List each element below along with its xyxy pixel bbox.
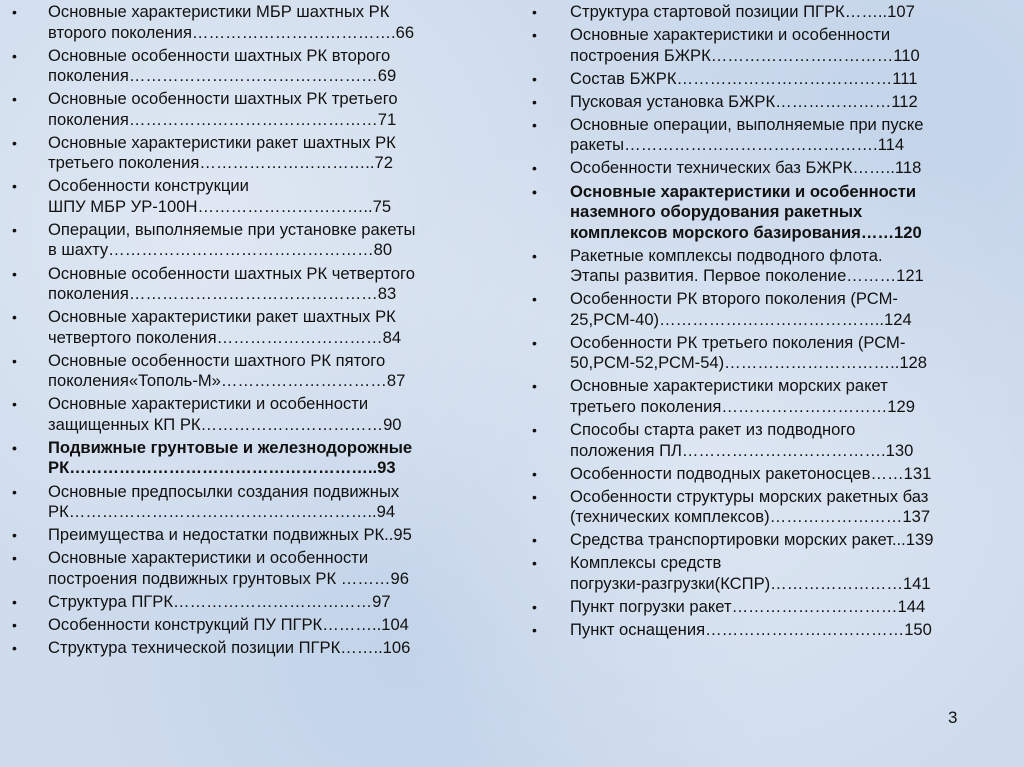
- toc-entry: [532, 289, 1014, 330]
- bullet-icon: •: [12, 91, 17, 108]
- toc-entry: [12, 482, 504, 523]
- toc-entry: [12, 438, 504, 479]
- toc-entry-text: Основные характеристики и особенности защищенных КП РК……………………………90: [48, 394, 402, 434]
- toc-entry: [532, 158, 1014, 179]
- bullet-icon: •: [12, 527, 17, 544]
- toc-entry: [12, 394, 504, 435]
- toc-entry-text: Пункт погрузки ракет…………………………144: [570, 597, 926, 616]
- toc-entry-text: Особенности подводных ракетоносцев……131: [570, 463, 932, 483]
- toc-entry: [532, 25, 1014, 66]
- toc-entry: [12, 133, 504, 174]
- toc-entry-text: Основные особенности шахтного РК пятого поколения«Тополь-М»…………………………87: [48, 350, 406, 391]
- bullet-icon: •: [532, 247, 537, 264]
- bullet-icon: •: [532, 160, 537, 177]
- bullet-icon: •: [12, 134, 17, 151]
- bullet-icon: •: [12, 178, 17, 195]
- toc-entry: [12, 638, 504, 659]
- toc-entry: [12, 525, 504, 546]
- toc-entry: [532, 376, 1014, 417]
- page-number: 3: [948, 708, 958, 727]
- bullet-icon: •: [532, 599, 537, 615]
- toc-entry: [12, 615, 504, 636]
- bullet-icon: •: [532, 27, 537, 44]
- toc-entry-text: Пункт оснащения………………………………150: [570, 620, 932, 640]
- bullet-icon: •: [12, 352, 17, 369]
- toc-entry: [12, 264, 504, 305]
- toc-entry-text: Комплексы средств погрузки-разгрузки(КСПР)……………………141: [570, 553, 931, 593]
- toc-entry-text: Основные характеристики ракет шахтных РК четвертого поколения…………………………84: [48, 307, 402, 347]
- toc-entry-text: Особенности конструкции ШПУ МБР УР-100Н…………………………..75: [48, 176, 392, 216]
- toc-entry-text: Основные особенности шахтных РК второго поколения………………………………………69: [48, 45, 397, 86]
- bullet-icon: •: [532, 4, 537, 20]
- toc-entry: [12, 220, 504, 261]
- toc-entry: [12, 592, 504, 613]
- toc-entry: [532, 115, 1014, 156]
- bullet-icon: •: [12, 593, 17, 610]
- bullet-icon: •: [12, 221, 17, 238]
- toc-entry-text: Особенности технических баз БЖРК……..118: [570, 158, 922, 178]
- toc-entry-text: Преимущества и недостатки подвижных РК..95: [48, 525, 412, 545]
- toc-right-column: [532, 2, 1014, 643]
- toc-entry-text: Структура стартовой позиции ПГРК……..107: [570, 2, 915, 21]
- toc-entry: [12, 46, 504, 87]
- bullet-icon: •: [12, 483, 17, 500]
- bullet-icon: •: [532, 93, 537, 110]
- toc-entry-text: Структура технической позиции ПГРК……..106: [48, 638, 411, 657]
- bullet-icon: •: [532, 378, 537, 395]
- toc-entry-text: Основные особенности шахтных РК третьего поколения………………………………………71: [48, 89, 398, 129]
- toc-entry-text: Особенности РК второго поколения (РСМ- 25,РСМ-40)…………………………………..124: [570, 289, 912, 329]
- toc-entry: [532, 246, 1014, 287]
- bullet-icon: •: [532, 532, 537, 549]
- bullet-icon: •: [12, 309, 17, 326]
- toc-entry-text: Ракетные комплексы подводного флота. Этапы развития. Первое поколение………121: [570, 245, 924, 286]
- toc-entry: [532, 530, 1014, 551]
- toc-entry-text: Основные предпосылки создания подвижных РК………………………………………………..94: [48, 481, 400, 522]
- bullet-icon: •: [12, 439, 17, 456]
- toc-entry: [532, 487, 1014, 528]
- toc-entry: [12, 548, 504, 589]
- toc-entry: [12, 2, 504, 43]
- bullet-icon: •: [12, 396, 17, 413]
- bullet-icon: •: [532, 183, 537, 200]
- toc-entry: [532, 92, 1014, 113]
- toc-entry-text: Подвижные грунтовые и железнодорожные РК………………………………………………..93: [48, 437, 413, 478]
- toc-entry-text: Пусковая установка БЖРК…………………112: [570, 91, 918, 111]
- bullet-icon: •: [532, 70, 537, 87]
- toc-entry: [12, 307, 504, 348]
- toc-entry: [532, 69, 1014, 90]
- bullet-icon: •: [532, 465, 537, 482]
- toc-entry-text: Основные характеристики морских ракет третьего поколения…………………………129: [570, 376, 915, 416]
- bullet-icon: •: [532, 622, 537, 639]
- bullet-icon: •: [532, 334, 537, 351]
- bullet-icon: •: [12, 265, 17, 282]
- bullet-icon: •: [12, 4, 17, 20]
- toc-entry-text: Основные характеристики и особенности построения подвижных грунтовых РК ………96: [48, 548, 409, 588]
- toc-entry-text: Состав БЖРК…………………………………111: [570, 68, 918, 88]
- toc-left-column: [12, 2, 504, 661]
- toc-entry-text: Основные характеристики МБР шахтных РК второго поколения……………………………….66: [48, 2, 415, 42]
- toc-entry: [532, 620, 1014, 641]
- toc-entry-text: Операции, выполняемые при установке ракеты в шахту…………………………………………80: [48, 219, 416, 260]
- toc-entry-text: Особенности структуры морских ракетных баз (технических комплексов)……………………137: [570, 486, 931, 527]
- toc-entry-text: Основные операции, выполняемые при пуске ракеты……………………………………….114: [570, 114, 924, 155]
- toc-entry: [532, 182, 1014, 244]
- toc-entry: [532, 553, 1014, 594]
- toc-entry-text: Способы старта ракет из подводного положения ПЛ……………………………….130: [570, 420, 914, 460]
- toc-entry: [12, 351, 504, 392]
- bullet-icon: •: [12, 47, 17, 64]
- toc-entry-text: Структура ПГРК………………………………97: [48, 591, 391, 611]
- toc-entry: [532, 420, 1014, 461]
- bullet-icon: •: [532, 116, 537, 133]
- toc-entry-text: Основные характеристики ракет шахтных РК третьего поколения…………………………..72: [48, 132, 396, 173]
- toc-entry-text: Средства транспортировки морских ракет...139: [570, 530, 934, 550]
- toc-entry-text: Особенности РК третьего поколения (РСМ- 50,РСМ-52,РСМ-54)…………………………..128: [570, 332, 928, 373]
- toc-entry: [532, 597, 1014, 618]
- bullet-icon: •: [532, 291, 537, 308]
- toc-entry-text: Основные характеристики и особенности наземного оборудования ракетных комплексов морского базирования……120: [570, 181, 922, 242]
- toc-entry: [12, 89, 504, 130]
- toc-entry: [12, 176, 504, 217]
- toc-entry: [532, 464, 1014, 485]
- bullet-icon: •: [12, 640, 17, 656]
- bullet-icon: •: [12, 550, 17, 567]
- toc-entry-text: Особенности конструкций ПУ ПГРК………..104: [48, 614, 409, 634]
- bullet-icon: •: [12, 616, 17, 633]
- toc-entry-text: Основные характеристики и особенности построения БЖРК……………………………110: [570, 25, 920, 65]
- toc-entry: [532, 333, 1014, 374]
- toc-entry: [532, 2, 1014, 23]
- bullet-icon: •: [532, 555, 537, 572]
- toc-entry-text: Основные особенности шахтных РК четвертого поколения………………………………………83: [48, 263, 415, 304]
- bullet-icon: •: [532, 488, 537, 505]
- bullet-icon: •: [532, 422, 537, 439]
